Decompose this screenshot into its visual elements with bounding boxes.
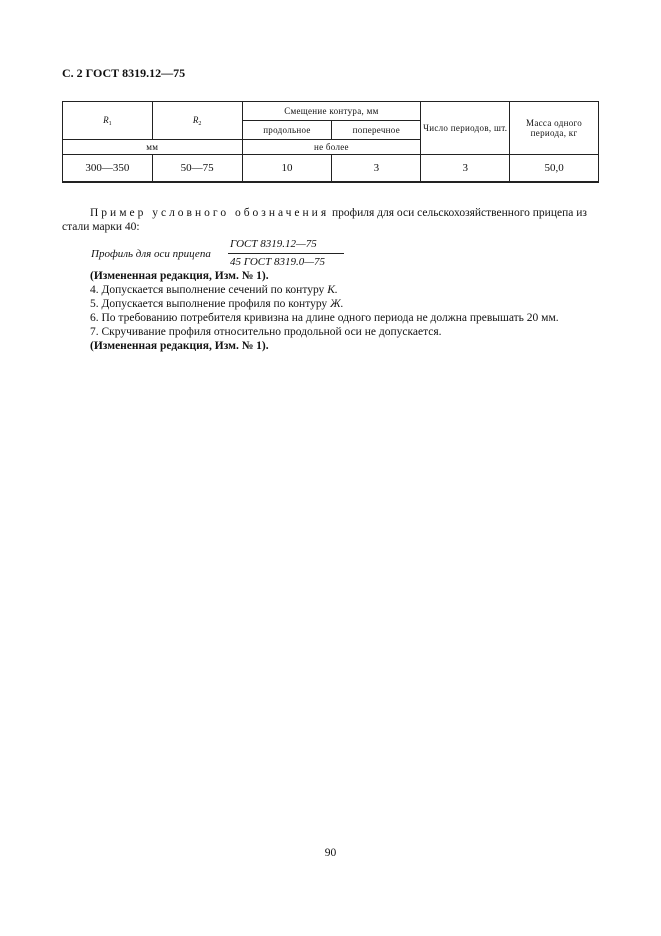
note-5: 5. Допускается выполнение профиля по контуру Ж.	[90, 298, 344, 310]
header-r2: $R_2$	[152, 102, 242, 140]
note-7: 7. Скручивание профиля относительно продольной оси не допускается.	[90, 326, 442, 338]
header-longitudinal: продольное	[242, 121, 332, 140]
cell-periods: 3	[421, 155, 510, 183]
formula-denominator: 45 ГОСТ 8319.0—75	[230, 256, 326, 268]
formula-label: Профиль для оси прицепа	[91, 248, 211, 260]
unit-mm: мм	[63, 140, 243, 155]
note-4: 4. Допускается выполнение сечений по контуру К.	[90, 284, 338, 296]
cell-r2: 50—75	[152, 155, 242, 183]
cell-transverse: 3	[332, 155, 421, 183]
header-contour-offset: Смещение контура, мм	[242, 102, 421, 121]
table-row	[63, 155, 599, 183]
note-6: 6. По требованию потребителя кривизна на длине одного периода не должна превышать 20 мм.	[90, 312, 559, 324]
example-lead: Пример условного обозначения	[90, 207, 330, 219]
fraction-bar	[228, 253, 344, 254]
designation-example	[62, 206, 602, 234]
header-periods-count: Число периодов, шт.	[421, 102, 510, 155]
edit-note-2: (Измененная редакция, Изм. № 1).	[90, 340, 269, 352]
page-number: 90	[324, 847, 337, 859]
cell-mass: 50,0	[510, 155, 599, 183]
formula-numerator: ГОСТ 8319.12—75	[230, 238, 317, 250]
unit-not-more: не более	[242, 140, 421, 155]
cell-r1: 300—350	[63, 155, 153, 183]
profile-spec-table	[62, 101, 599, 183]
cell-longitudinal: 10	[242, 155, 332, 183]
header-period-mass: Масса одного периода, кг	[510, 102, 599, 155]
edit-note-1: (Измененная редакция, Изм. № 1).	[90, 270, 269, 282]
header-transverse: поперечное	[332, 121, 421, 140]
page-header: С. 2 ГОСТ 8319.12—75	[62, 66, 186, 80]
notes-section	[90, 269, 610, 353]
example-text: профиля для оси сельскохозяйственного прицепа из стали марки 40:	[62, 207, 587, 233]
header-r1: $R_1$	[63, 102, 153, 140]
designation-formula	[91, 238, 351, 270]
